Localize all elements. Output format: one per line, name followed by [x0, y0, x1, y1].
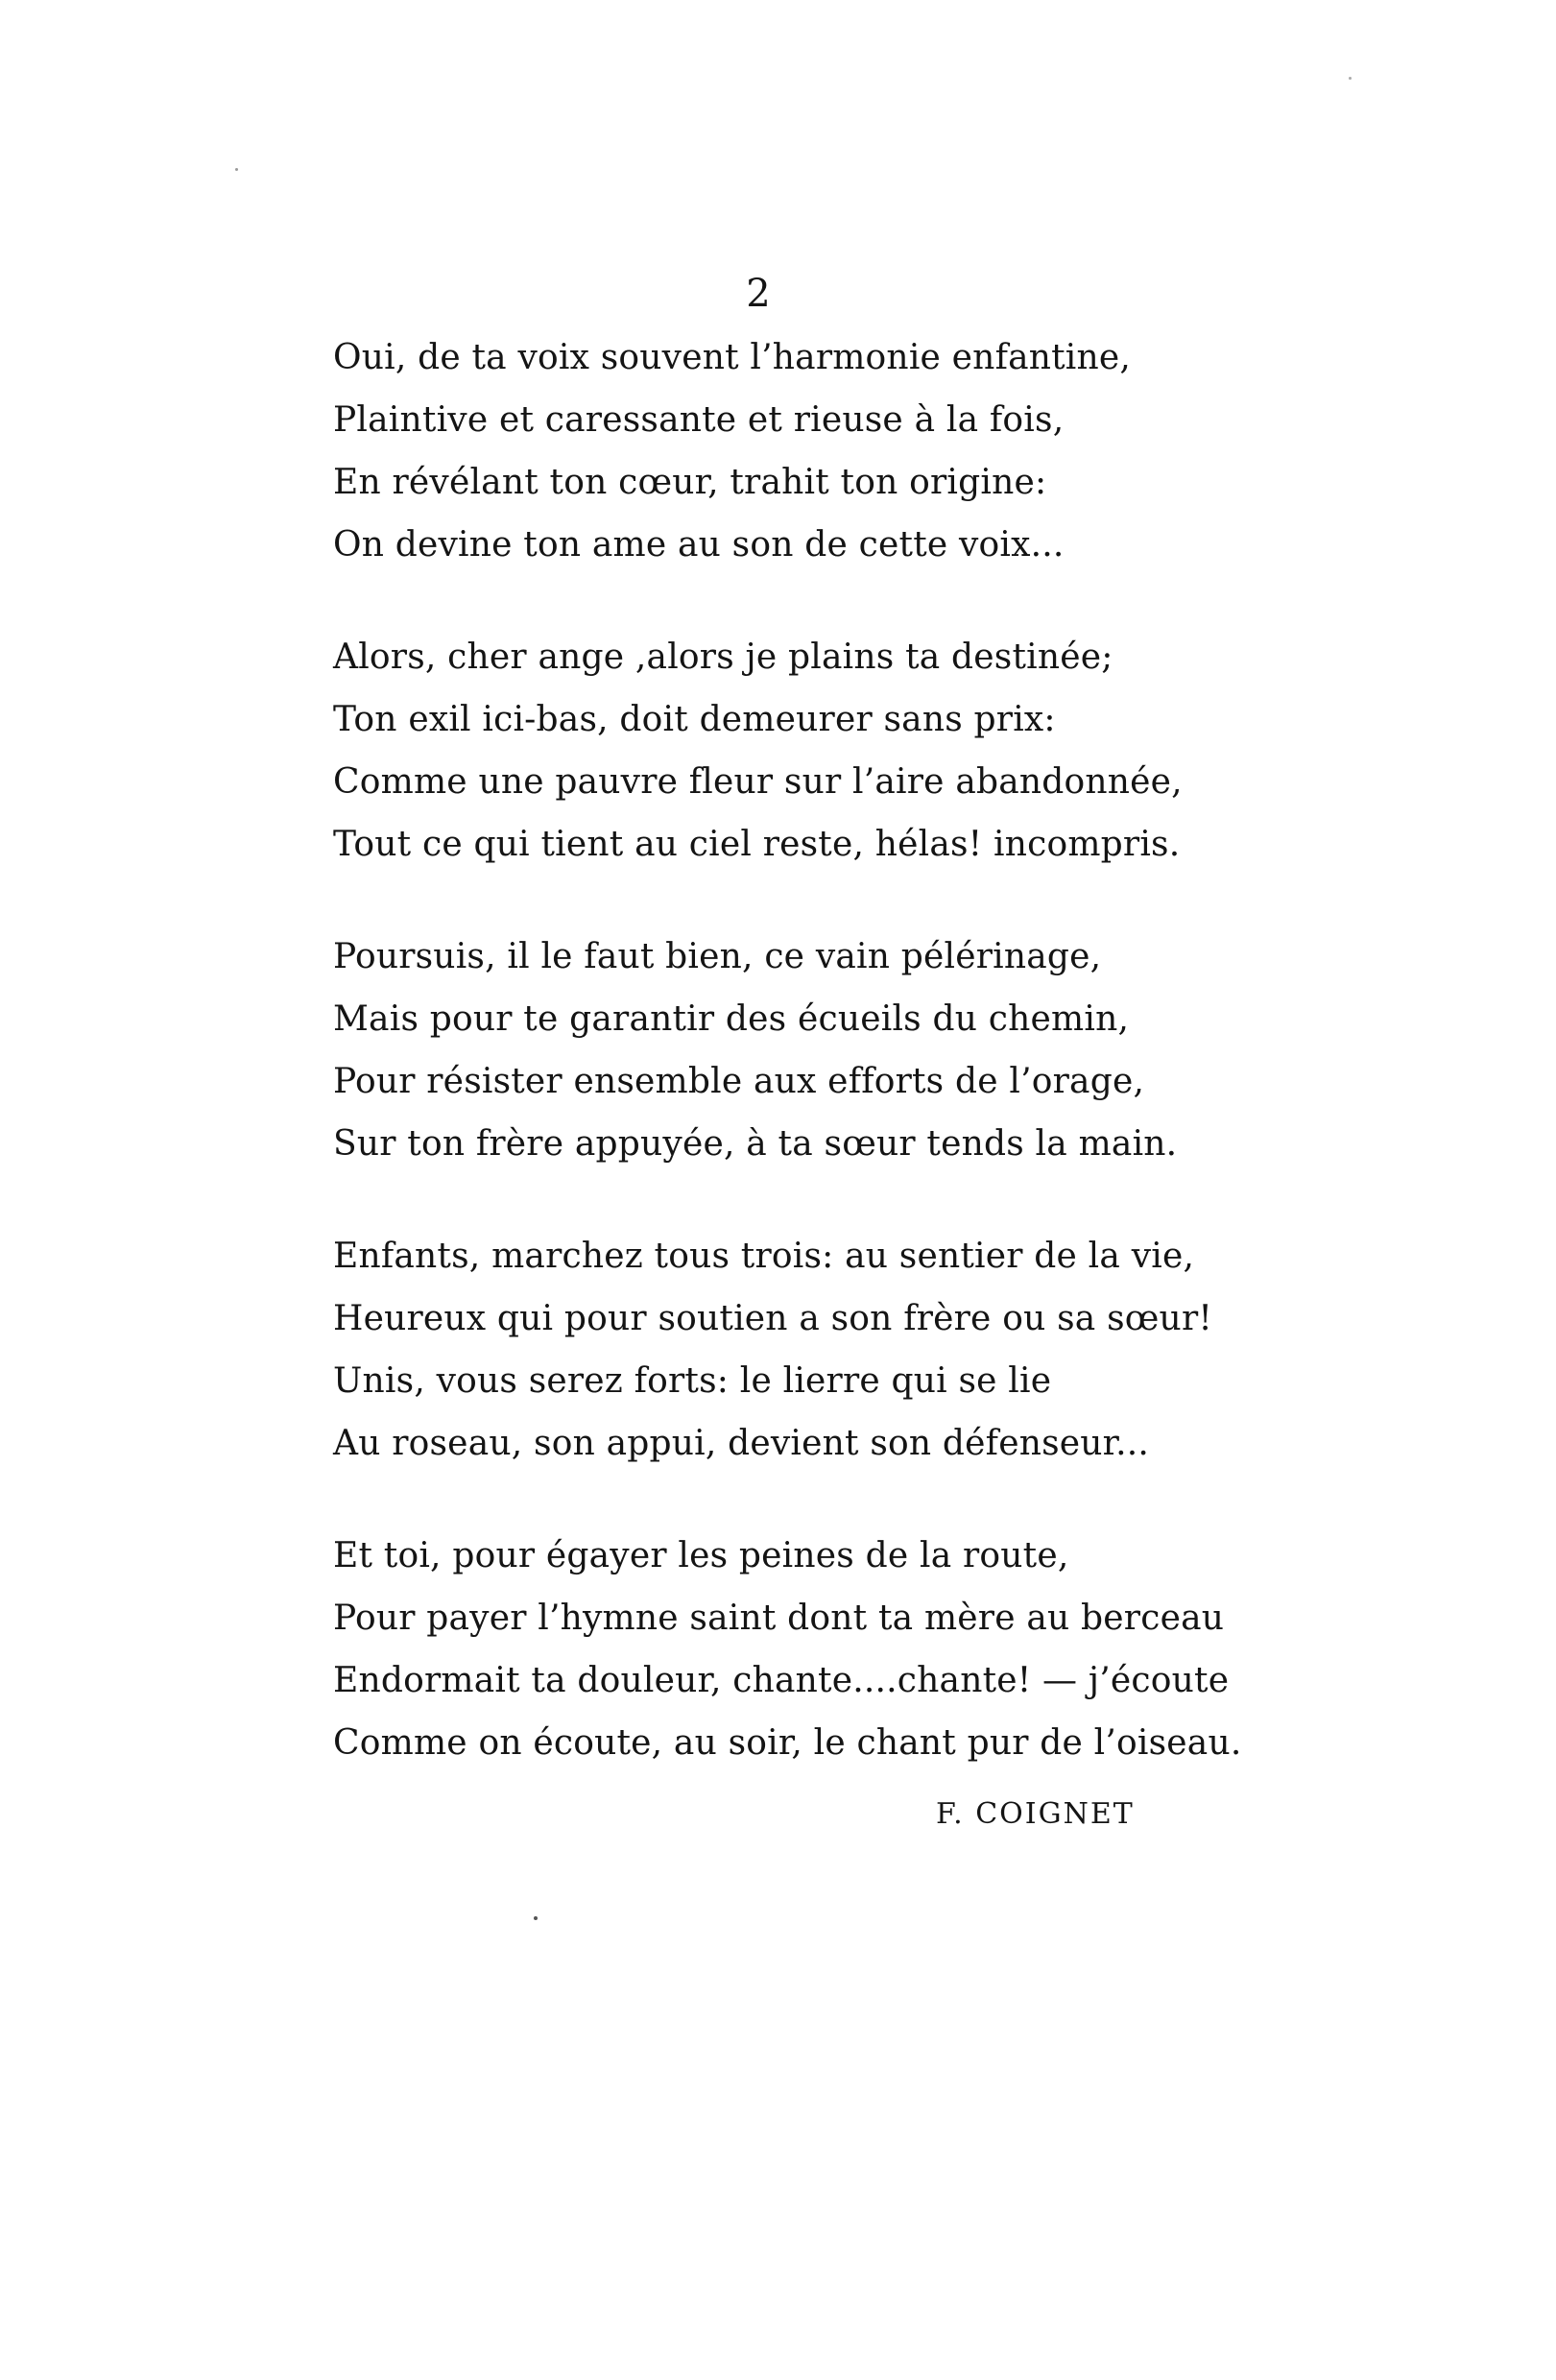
poem-line: Ton exil ici-bas, doit demeurer sans prix: — [333, 700, 1056, 739]
stanza-4 — [333, 1225, 1213, 1475]
poem-line: Comme une pauvre fleur sur l’aire abandonnée, — [333, 762, 1183, 802]
stanza-3 — [333, 926, 1197, 1175]
poem-line: Au roseau, son appui, devient son défenseur... — [333, 1424, 1150, 1463]
poem-line: Et toi, pour égayer les peines de la route, — [333, 1536, 1069, 1575]
ink-speck — [1349, 77, 1352, 80]
poem-line: Mais pour te garantir des écueils du chemin, — [333, 999, 1130, 1039]
stanza-2 — [333, 626, 1197, 876]
author-signature: F. COIGNET — [936, 1797, 1135, 1831]
poem-line: Endormait ta douleur, chante....chante! — j’écoute — [333, 1661, 1230, 1700]
poem-line: Oui, de ta voix souvent l’harmonie enfantine, — [333, 338, 1132, 377]
poem-line: Pour résister ensemble aux efforts de l’orage, — [333, 1062, 1145, 1101]
ink-speck — [235, 168, 238, 171]
poem-line: Alors, cher ange ,alors je plains ta destinée; — [333, 637, 1113, 677]
poem-line: On devine ton ame au son de cette voix... — [333, 525, 1065, 565]
poem-line: Tout ce qui tient au ciel reste, hélas! incompris. — [333, 825, 1181, 864]
stanza-1 — [333, 326, 1197, 576]
poem-line: Plaintive et caressante et rieuse à la fois, — [333, 400, 1065, 440]
page-number: 2 — [746, 272, 771, 316]
poem-line: Heureux qui pour soutien a son frère ou sa sœur! — [333, 1299, 1213, 1338]
poem-line: En révélant ton cœur, trahit ton origine: — [333, 463, 1047, 502]
poem-line: Enfants, marchez tous trois: au sentier de la vie, — [333, 1237, 1195, 1276]
poem-line: Pour payer l’hymne saint dont ta mère au berceau — [333, 1599, 1225, 1638]
poem-line: Comme on écoute, au soir, le chant pur de l’oiseau. — [333, 1723, 1242, 1763]
poem — [333, 326, 1242, 1824]
poem-line: Sur ton frère appuyée, à ta sœur tends la main. — [333, 1124, 1178, 1164]
poem-line: Unis, vous serez forts: le lierre qui se lie — [333, 1361, 1052, 1401]
ink-speck — [534, 1916, 538, 1920]
stanza-5 — [333, 1525, 1242, 1774]
poem-line: Poursuis, il le faut bien, ce vain pélérinage, — [333, 937, 1102, 976]
